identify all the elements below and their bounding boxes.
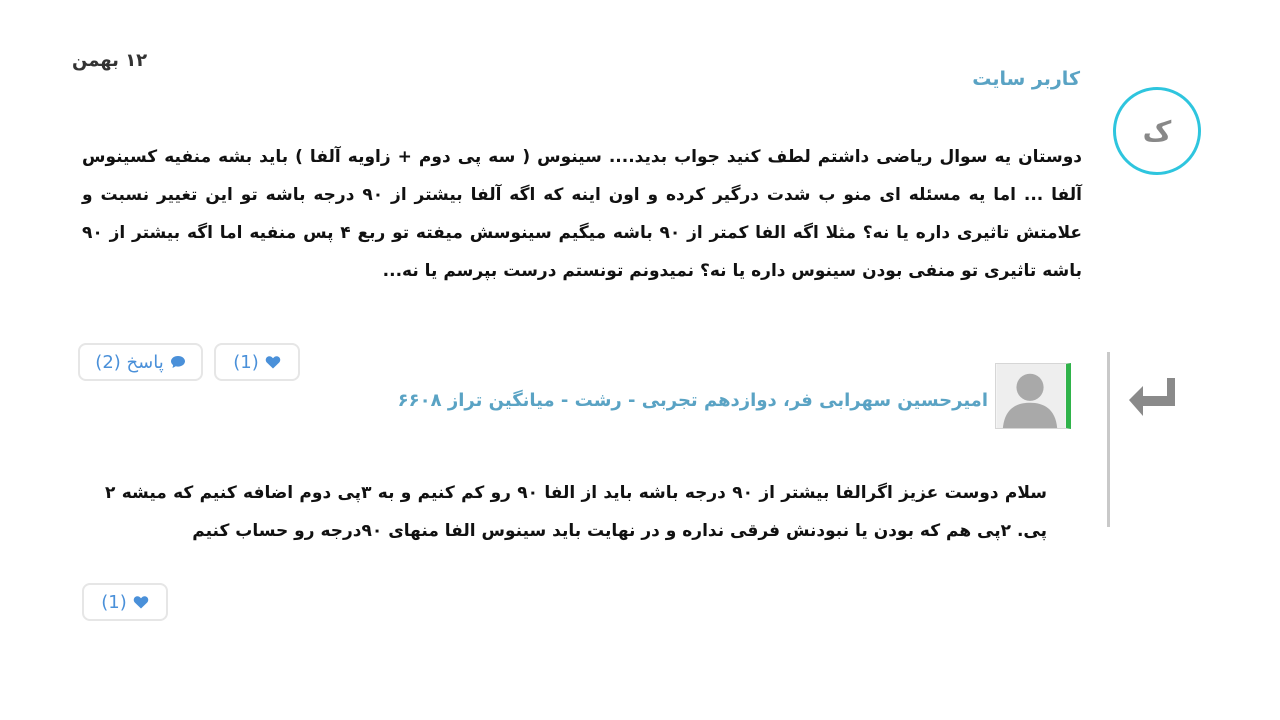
heart-icon [133,594,149,610]
question-date: ۱۲ بهمن [72,50,148,71]
like-count-label: (1) [233,351,259,373]
avatar-letter: ک [1142,114,1172,148]
question-author[interactable]: کاربر سایت [972,68,1080,90]
question-text: دوستان یه سوال ریاضی داشتم لطف کنید جواب بدید.... سینوس ( سه پی دوم + زاویه آلفا ) باید بشه منفیه کسینوس آلفا ... اما یه مسئله ای منو ب شدت درگیر کرده و اون اینه که اگه آلفا بیشتر از ۹۰ درجه باشه تو این تغییر نسبت و علامتش تاثیری داره یا نه؟ مثلا اگه الفا کمتر از ۹۰ باشه میگیم سینوسش میفته تو ربع ۴ پس منفیه اما اگه بیشتر از ۹۰ باشه تاثیری تو منفی بودن سینوس داره یا نه؟ نمیدونم تونستم درست بپرسم یا نه... [82,147,1082,281]
reply-count-button[interactable] [78,343,203,381]
reply-arrow-icon [1125,370,1181,420]
reply-thread-line [1107,352,1110,527]
like-button[interactable] [214,343,300,381]
answer-like-count-label: (1) [101,591,127,613]
answer-text: سلام دوست عزیز اگرالفا بیشتر از ۹۰ درجه باشه باید از الفا ۹۰ رو کم کنیم و به ۳پی دوم اضافه کنیم که میشه ۲ پی. ۲پی هم که بودن یا نبودنش فرقی نداره و در نهایت باید سینوس الفا منهای ۹۰درجه رو حساب کنیم [105,483,1047,541]
default-avatar-icon [996,364,1066,428]
heart-icon [265,354,281,370]
comment-icon [170,354,186,370]
answer-author[interactable]: امیرحسین سهرابی فر، دوازدهم تجربی - رشت - میانگین تراز ۶۶۰۸ [397,390,988,411]
reply-count-label: پاسخ (2) [95,351,164,373]
author-avatar [1113,87,1201,175]
answer-like-button[interactable] [82,583,168,621]
user-avatar-icon [995,363,1071,429]
